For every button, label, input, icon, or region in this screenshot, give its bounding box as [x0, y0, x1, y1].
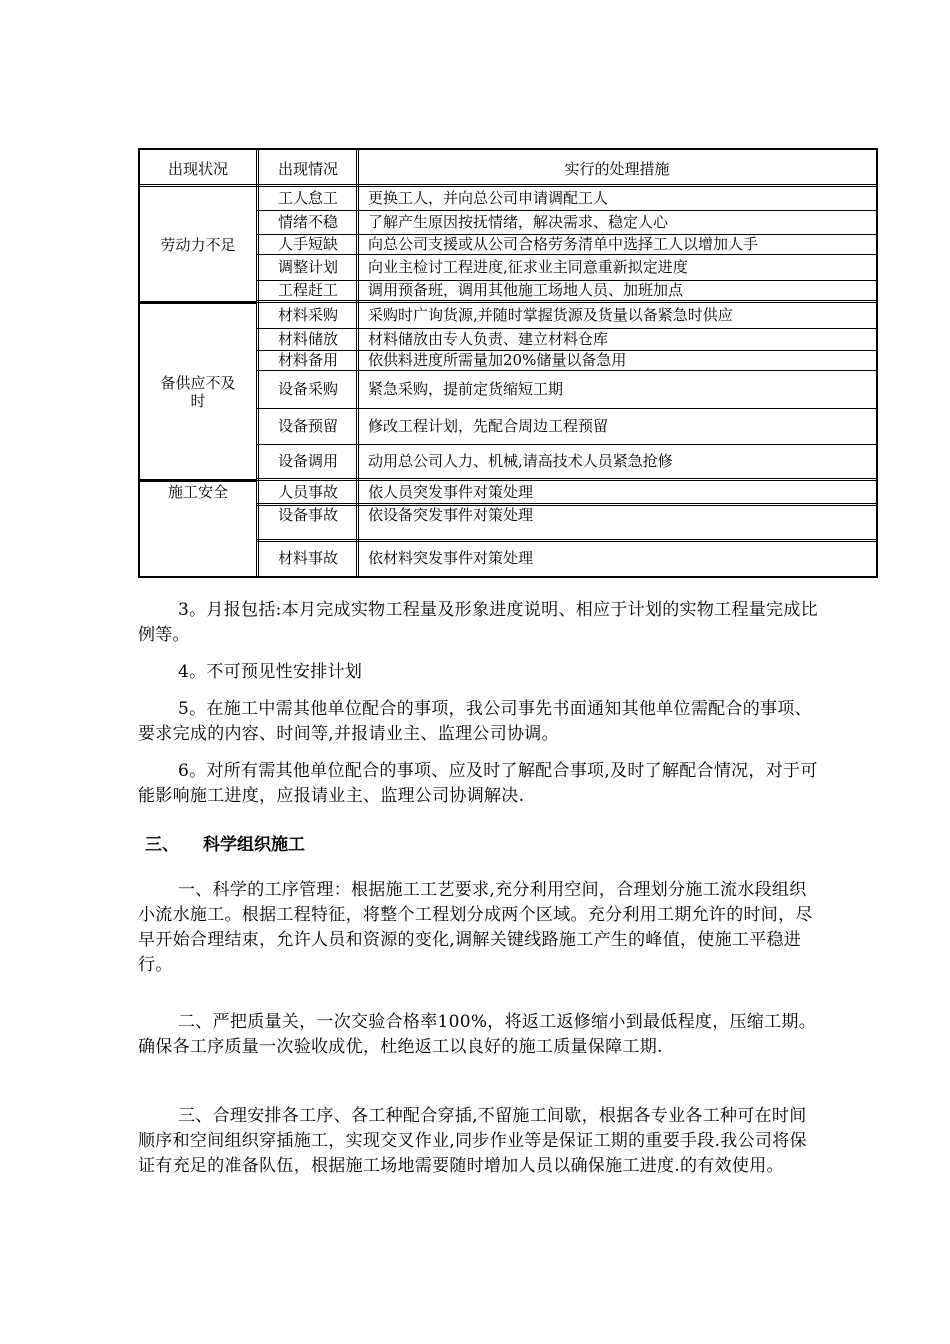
section-number: 三、 [145, 835, 179, 855]
measure-cell: 向总公司支援或从公司合格劳务清单中选择工人以增加人手 [368, 235, 759, 253]
situation-cell: 设备预留 [277, 416, 338, 435]
situation-cell: 设备调用 [277, 451, 338, 470]
measure-cell: 调用预备班，调用其他施工场地人员、加班加点 [368, 281, 684, 299]
category-construction-safety: 施工安全 [140, 482, 256, 576]
paragraph-process-management: 一、科学的工序管理：根据施工工艺要求,充分利用空间，合理划分施工流水段组织小流水施工。根据工程特征，将整个工程划分成两个区域。充分利用工期允许的时间，尽早开始合理结束，允许人员和资源的变化,调解关键线路施工产生的峰值，使施工平稳进行。 [138, 880, 813, 975]
section-title: 科学组织施工 [203, 835, 305, 855]
category-line: 备供应不及 [160, 374, 236, 392]
measure-cell: 修改工程计划，先配合周边工程预留 [368, 416, 609, 435]
situation-cell: 调整计划 [277, 257, 338, 276]
category-line: 时 [190, 392, 206, 410]
paragraph-unforeseen-plan: 4。不可预见性安排计划 [178, 662, 363, 682]
paragraph-timely-coordination: 6。对所有需其他单位配合的事项、应及时了解配合事项,及时了解配合情况，对于可能影响施工进度，应报请业主、监理公司协调解决. [138, 761, 818, 806]
paragraph-coordination: 5。在施工中需其他单位配合的事项，我公司事先书面通知其他单位需配合的事项、要求完成的内容、时间等,并报请业主、监理公司协调。 [138, 699, 812, 744]
measure-cell: 向业主检讨工程进度,征求业主同意重新拟定进度 [368, 257, 688, 276]
situation-cell: 工程赶工 [277, 281, 338, 299]
table-header-row [140, 150, 876, 187]
measure-cell: 采购时广询货源,并随时掌握货源及货量以备紧急时供应 [368, 305, 733, 324]
category-labor-shortage: 劳动力不足 [140, 188, 256, 302]
situation-cell: 人员事故 [277, 483, 338, 501]
measure-cell: 依设备突发事件对策处理 [368, 506, 534, 524]
situation-cell: 材料采购 [277, 305, 338, 324]
header-situation: 出现情况 [277, 160, 338, 178]
measure-cell: 更换工人，并向总公司申请调配工人 [368, 188, 609, 207]
situation-cell: 材料储放 [277, 329, 338, 348]
header-status: 出现状况 [167, 160, 228, 178]
category-supply-shortage [140, 304, 256, 480]
measure-cell: 依人员突发事件对策处理 [368, 483, 534, 501]
situation-cell: 设备采购 [277, 379, 338, 398]
situation-cell: 情绪不稳 [277, 212, 338, 231]
situation-cell: 材料事故 [277, 549, 338, 568]
situation-cell: 工人怠工 [277, 188, 338, 207]
handling-measures-table [138, 148, 878, 578]
paragraph-scheduling: 三、合理安排各工序、各工种配合穿插,不留施工间歇，根据各专业各工种可在时间顺序和空间组织穿插施工，实现交叉作业,同步作业等是保证工期的重要手段.我公司将保证有充足的准备队伍，根据施工场地需要随时增加人员以确保施工进度.的有效使用。 [138, 1106, 807, 1176]
measure-cell: 紧急采购，提前定货缩短工期 [368, 379, 564, 398]
situation-cell: 设备事故 [277, 506, 338, 524]
measure-cell: 动用总公司人力、机械,请高技术人员紧急抢修 [368, 451, 673, 470]
paragraph-monthly-report: 3。月报包括:本月完成实物工程量及形象进度说明、相应于计划的实物工程量完成比例等。 [138, 600, 818, 645]
situation-cell: 材料备用 [277, 351, 338, 369]
situation-cell: 人手短缺 [277, 235, 338, 253]
measure-cell: 依供料进度所需量加20%储量以备急用 [368, 351, 627, 369]
measure-cell: 材料储放由专人负责、建立材料仓库 [368, 329, 609, 348]
measure-cell: 了解产生原因按抚情绪，解决需求、稳定人心 [368, 212, 669, 231]
paragraph-quality-control: 二、严把质量关，一次交验合格率100%，将返工返修缩小到最低程度，压缩工期。确保各工序质量一次验收成优，杜绝返工以良好的施工质量保障工期. [138, 1012, 816, 1057]
measure-cell: 依材料突发事件对策处理 [368, 549, 534, 568]
section-heading [145, 830, 305, 855]
header-measure: 实行的处理措施 [564, 160, 670, 178]
